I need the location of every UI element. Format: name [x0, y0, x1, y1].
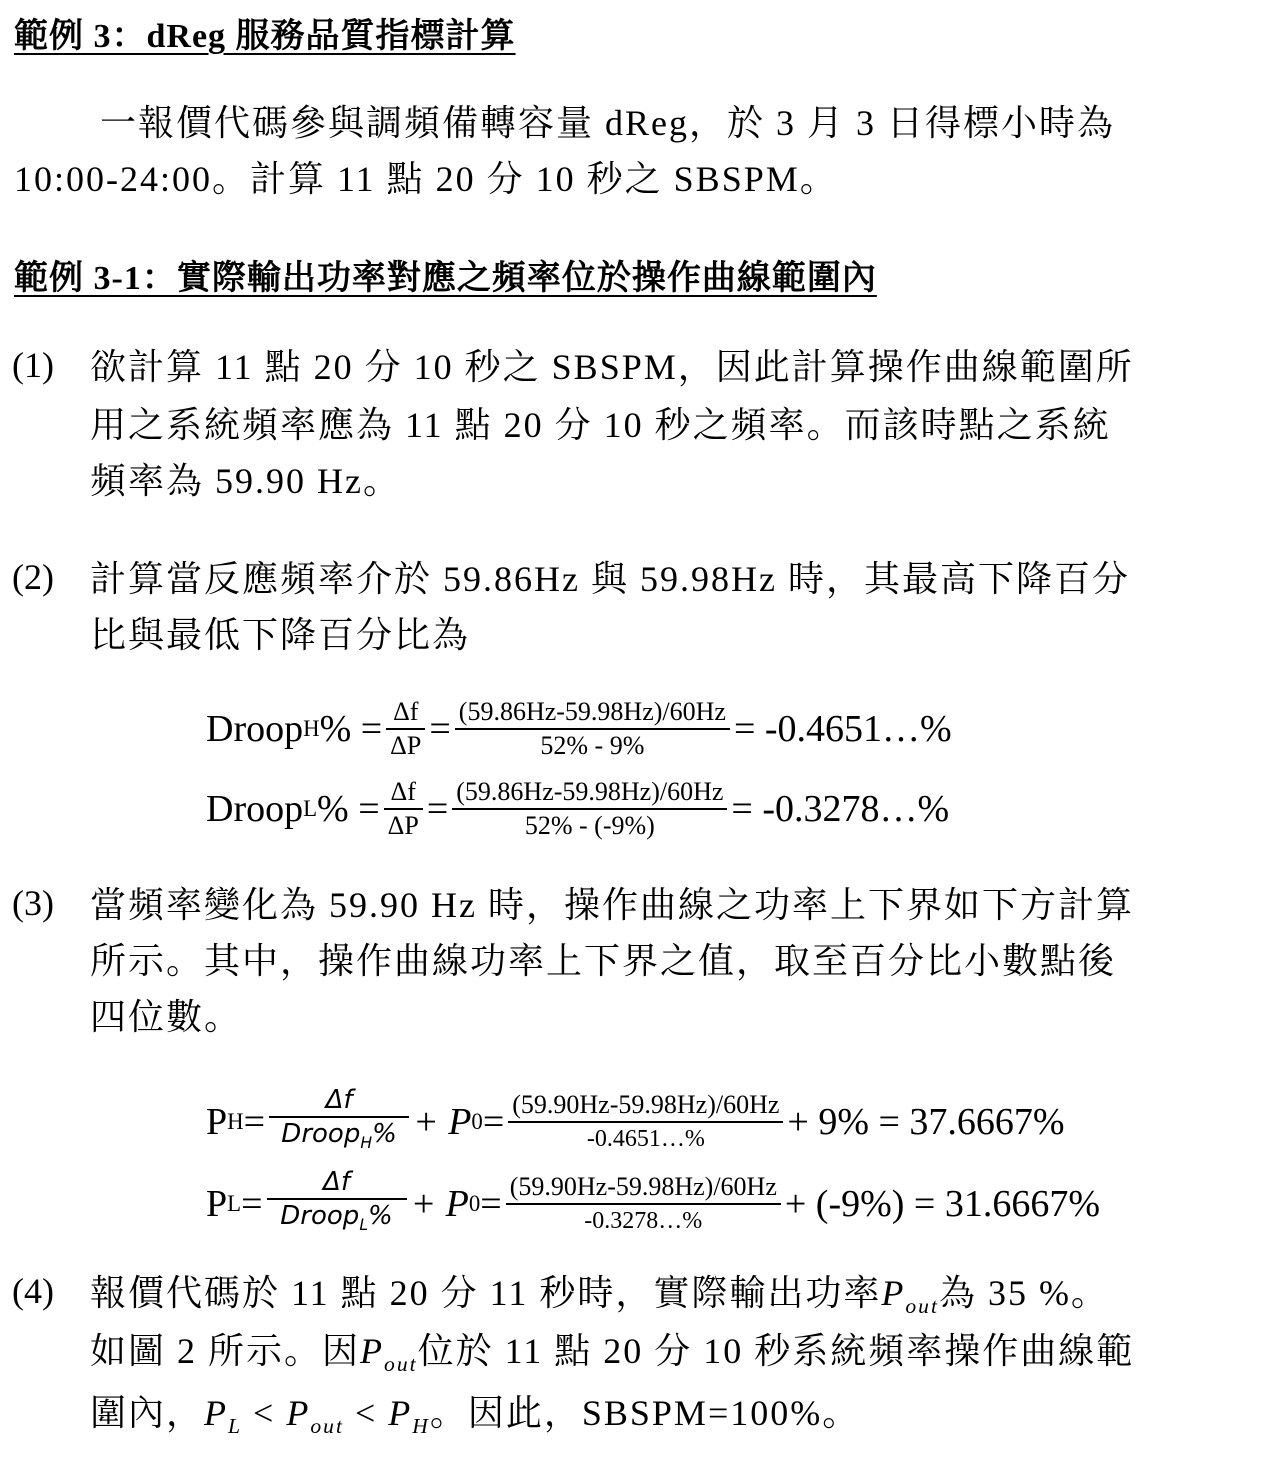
item-1-line-1: 欲計算 11 點 20 分 10 秒之 SBSPM，因此計算操作曲線範圍所: [90, 347, 1134, 387]
item-number: (3): [12, 883, 54, 923]
formula-equals: % =: [317, 788, 380, 830]
formula-lhs: P: [206, 1182, 228, 1225]
formula-subscript: L: [227, 1190, 242, 1216]
item-3-line-3: 四位數。: [90, 997, 243, 1037]
formula-subscript: L: [359, 1216, 369, 1235]
value-fraction: [455, 696, 730, 762]
formula-subscript: 0: [471, 1108, 483, 1134]
droop-label: Droop: [281, 1119, 361, 1149]
text-segment: 報價代碼於 11 點 20 分 11 秒時，實際輸出功率: [90, 1273, 882, 1313]
value-fraction: [452, 776, 727, 842]
formula-plus-p0: + P: [410, 1182, 469, 1225]
text-segment: 。因此，SBSPM=100%。: [429, 1393, 861, 1433]
less-than: <: [343, 1393, 389, 1433]
formula-subscript: out: [384, 1352, 418, 1377]
fraction-denominator: [276, 1200, 396, 1241]
fraction-denominator: -0.4651…%: [586, 1125, 705, 1152]
fraction-numerator: (59.86Hz-59.98Hz)/60Hz: [456, 777, 724, 806]
formula-equals: =: [426, 788, 449, 830]
math-variable: P: [286, 1393, 311, 1433]
intro-line-1: 一報價代碼參與調頻備轉容量 dReg，於 3 月 3 日得標小時為: [100, 103, 1115, 143]
formula-subscript: L: [303, 796, 318, 821]
formula-subscript: H: [303, 716, 320, 741]
formula-subscript: H: [227, 1108, 244, 1134]
math-variable: P: [360, 1331, 385, 1371]
formula-equals: =: [243, 1100, 266, 1143]
fraction-numerator: (59.90Hz-59.98Hz)/60Hz: [509, 1171, 777, 1201]
delta-fraction: [384, 776, 423, 842]
formula-result: + (-9%) = 31.6667%: [784, 1182, 1101, 1225]
ph-formula: [206, 1084, 1065, 1159]
fraction-denominator: 52% - 9%: [540, 731, 645, 760]
fraction-numerator: Δf: [393, 697, 419, 726]
fraction-denominator: ΔP: [387, 811, 419, 840]
item-number: (2): [12, 557, 54, 597]
item-2-line-1: 計算當反應頻率介於 59.86Hz 與 59.98Hz 時，其最高下降百分: [90, 559, 1130, 599]
formula-equals: =: [429, 708, 451, 750]
droop-l-formula: [206, 776, 949, 842]
text-segment: 如圖 2 所示。因: [90, 1331, 361, 1371]
fraction-denominator: 52% - (-9%): [524, 811, 655, 840]
delta-fraction: [386, 696, 425, 762]
value-fraction: [506, 1171, 781, 1237]
delta-over-droop-fraction: [267, 1166, 407, 1241]
item-number: (4): [12, 1271, 54, 1311]
formula-subscript: out: [905, 1294, 939, 1319]
fraction-numerator: Δf: [325, 1085, 353, 1115]
formula-lhs: Droop: [206, 788, 304, 830]
text-segment: 為 35 %。: [938, 1273, 1109, 1313]
formula-subscript: H: [360, 1134, 373, 1153]
formula-subscript: L: [228, 1414, 243, 1439]
formula-lhs: Droop: [206, 708, 304, 750]
fraction-numerator: (59.90Hz-59.98Hz)/60Hz: [512, 1089, 780, 1119]
fraction-denominator: ΔP: [390, 731, 422, 760]
formula-equals: % =: [319, 708, 383, 750]
fraction-numerator: Δf: [390, 777, 416, 806]
fraction-denominator: -0.3278…%: [584, 1207, 703, 1234]
item-1-line-2: 用之系統頻率應為 11 點 20 分 10 秒之頻率。而該時點之系統: [90, 405, 1111, 445]
formula-subscript: 0: [468, 1190, 481, 1216]
value-fraction: [508, 1089, 783, 1155]
item-4-line-2: [90, 1322, 1134, 1393]
percent-sign: %: [368, 1201, 393, 1231]
item-number: (1): [12, 345, 54, 385]
intro-line-2: 10:00-24:00。計算 11 點 20 分 10 秒之 SBSPM。: [14, 159, 838, 199]
text-segment: 位於 11 點 20 分 10 秒系統頻率操作曲線範: [417, 1331, 1135, 1371]
fraction-numerator: Δf: [323, 1167, 350, 1197]
formula-equals: =: [482, 1100, 505, 1143]
item-3-line-2: 所示。其中，操作曲線功率上下界之值，取至百分比小數點後: [90, 941, 1117, 981]
math-variable: P: [388, 1393, 413, 1433]
formula-subscript: H: [412, 1414, 430, 1439]
item-2-line-2: 比與最低下降百分比為: [90, 615, 471, 655]
formula-equals: =: [241, 1182, 263, 1225]
section-heading: 範例 3-1：實際輸出功率對應之頻率位於操作曲線範圍內: [14, 260, 877, 297]
pl-formula: [206, 1166, 1100, 1241]
formula-plus-p0: + P: [413, 1100, 472, 1143]
less-than: <: [242, 1393, 287, 1433]
item-1-line-3: 頻率為 59.90 Hz。: [90, 461, 401, 501]
formula-result: = -0.3278…%: [731, 788, 950, 830]
text-segment: 圍內，: [90, 1393, 205, 1433]
droop-label: Droop: [280, 1201, 360, 1231]
math-variable: P: [204, 1393, 229, 1433]
formula-equals: =: [480, 1182, 502, 1225]
fraction-numerator: (59.86Hz-59.98Hz)/60Hz: [458, 697, 726, 726]
fraction-denominator: [277, 1118, 400, 1159]
math-variable: P: [881, 1273, 906, 1313]
formula-lhs: P: [206, 1100, 228, 1143]
page-title: 範例 3：dReg 服務品質指標計算: [14, 18, 516, 55]
percent-sign: %: [372, 1119, 397, 1149]
droop-h-formula: [206, 696, 952, 762]
item-3-line-1: 當頻率變化為 59.90 Hz 時，操作曲線之功率上下界如下方計算: [90, 885, 1134, 925]
delta-over-droop-fraction: [269, 1084, 409, 1159]
formula-subscript: out: [310, 1414, 344, 1439]
formula-result: + 9% = 37.6667%: [787, 1100, 1065, 1143]
formula-result: = -0.4651…%: [733, 708, 952, 750]
item-4-line-3: [90, 1384, 860, 1455]
